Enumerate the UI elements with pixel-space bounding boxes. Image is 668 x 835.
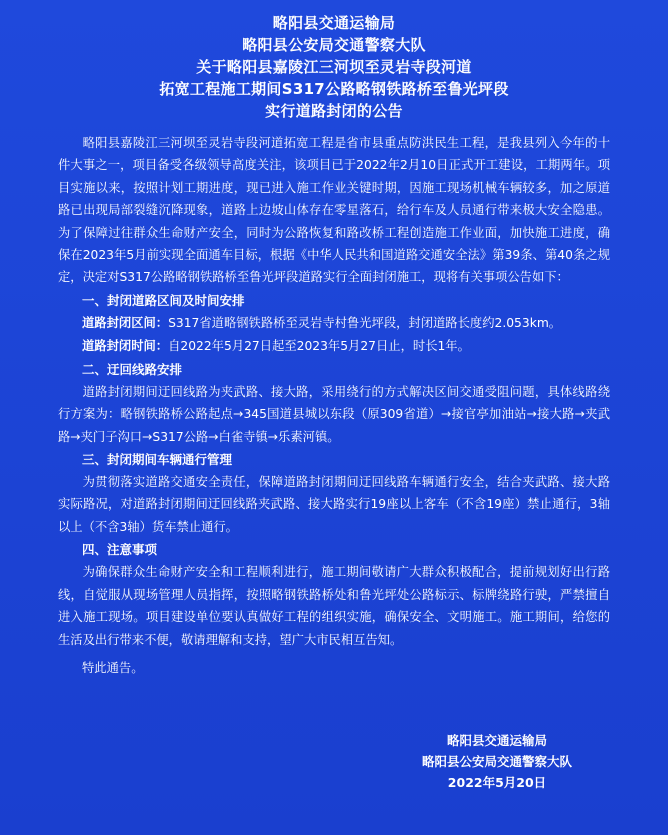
closure-range xyxy=(58,312,610,335)
closure-range-text: S317省道略钢铁路桥至灵岩寺村鲁光坪段，封闭道路长度约2.053km。 xyxy=(168,315,562,330)
closure-range-label: 道路封闭区间： xyxy=(82,315,169,330)
notice-title xyxy=(58,12,610,122)
closing-text: 特此通告。 xyxy=(82,660,144,675)
title-line-2: 略阳县公安局交通警察大队 xyxy=(242,36,426,54)
signature-org-2: 略阳县公安局交通警察大队 xyxy=(421,754,572,769)
section-3-text: 为贯彻落实道路交通安全责任，保障道路封闭期间迂回线路车辆通行安全，结合夹武路、接大路实际路况，对道路封闭期间迂回线路夹武路、接大路实行19座以上客车（不含19座）禁止通行，3轴以上（不含3轴）货车禁止通行。 xyxy=(58,475,610,534)
signature-date: 2022年5月20日 xyxy=(447,775,547,790)
section-2-heading: 二、迂回线路安排 xyxy=(82,361,183,377)
section-3-heading: 三、封闭期间车辆通行管理 xyxy=(82,452,233,468)
intro-paragraph: 略阳县嘉陵江三河坝至灵岩寺段河道拓宽工程是省市县重点防洪民生工程，是我县列入今年的十件大事之一，项目备受各级领导高度关注，该项目已于2022年2月10日正式开工建设，工期两年。项目实施以来，按照计划工期进度，现已进入施工作业关键时期，因施工现场机械车辆较多，加之原道路已出现局部裂缝沉降现象，道路上边坡山体存在零星落石，给行车及人员通行带来极大安全隐患。为了保障过往群众生命财产安全，同时为公路恢复和路改桥工程创造施工作业面，加快施工进度，确保在2023年5月前实现全面通车目标，根据《中华人民共和国道路交通安全法》第39条、第40条之规定，决定对S317公路略钢铁路桥至鲁光坪段道路实行全面封闭施工，现将有关事项公告如下： xyxy=(58,136,610,285)
closure-time-label: 道路封闭时间： xyxy=(82,338,169,353)
title-line-4: 拓宽工程施工期间S317公路略钢铁路桥至鲁光坪段 xyxy=(159,80,509,98)
signature-org-1: 略阳县交通运输局 xyxy=(446,733,547,748)
section-2-text: 道路封闭期间迂回线路为夹武路、接大路，采用绕行的方式解决区间交通受阻问题，具体线路绕行方案为：略钢铁路桥公路起点→345国道县城以东段（原309省道）→接官亭加油站→接大路→夹武路→夹门子沟口→S317公路→白雀寺镇→乐素河镇。 xyxy=(58,384,610,444)
section-4-heading: 四、注意事项 xyxy=(82,542,158,558)
closure-time-text: 自2022年5月27日起至2023年5月27日止，时长1年。 xyxy=(168,338,470,353)
closure-time xyxy=(58,335,610,358)
title-line-1: 略阳县交通运输局 xyxy=(272,14,396,32)
title-line-3: 关于略阳县嘉陵江三河坝至灵岩寺段河道 xyxy=(196,58,472,76)
section-4-text: 为确保群众生命财产安全和工程顺利进行，施工期间敬请广大群众积极配合，提前规划好出行路线，自觉服从现场管理人员指挥，按照略钢铁路桥处和鲁光坪处公路标示、标牌绕路行驶，严禁擅自进入施工现场。项目建设单位要认真做好工程的组织实施，确保安全、文明施工。施工期间，给您的生活及出行带来不便，敬请理解和支持，望广大市民相互告知。 xyxy=(58,565,610,647)
section-1-heading: 一、封闭道路区间及时间安排 xyxy=(82,292,245,308)
signature-block xyxy=(422,730,572,793)
title-line-5: 实行道路封闭的公告 xyxy=(265,102,403,120)
